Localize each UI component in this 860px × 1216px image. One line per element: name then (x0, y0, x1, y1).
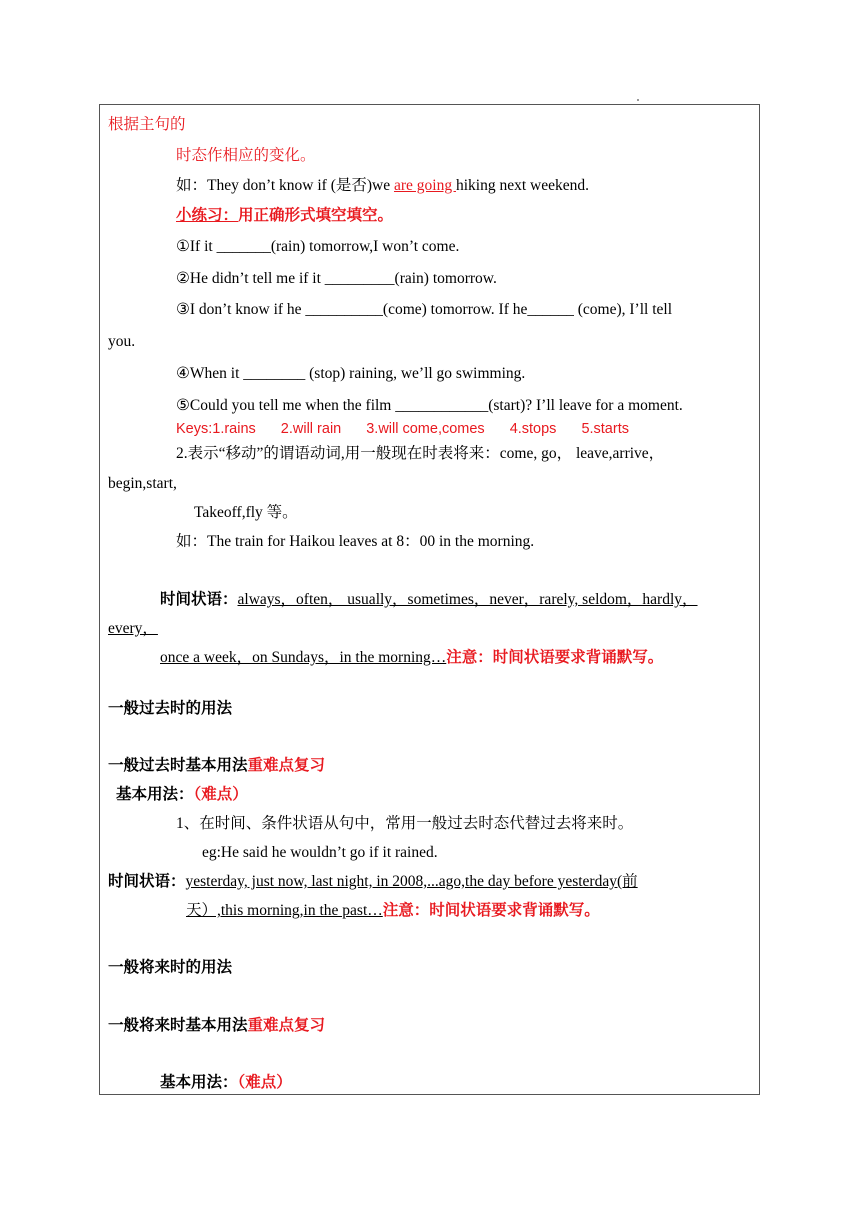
section-heading: 一般过去时的用法 (108, 700, 233, 717)
usage-point-1: 1、在时间、条件状语从句中，常用一般过去时态代替过去将来时。 (176, 815, 634, 832)
stray-mark (637, 99, 639, 101)
text-line: 时态作相应的变化。 (176, 147, 316, 164)
usage-point-2-cont: Takeoff,fly 等。 (194, 504, 298, 521)
memorize-note: 注意：时间状语要求背诵默写。 (382, 902, 600, 919)
time-adverbials-cont: once a week，on Sundays，in the morning…注意：时间状语要求背诵默写。 (160, 649, 664, 666)
time-adverbials-cont: 天）,this morning,in the past…注意：时间状语要求背诵默写。 (186, 902, 600, 919)
exercise-question-1: ①If it _______(rain) tomorrow,I won’t come. (176, 238, 460, 255)
usage-point-2-cont: begin,start, (108, 475, 177, 492)
text-line: 根据主句的 (108, 116, 186, 133)
exercise-question-5: ⑤Could you tell me when the film ____________(start)? I’ll leave for a moment. (176, 397, 683, 414)
exercise-heading: 小练习：用正确形式填空填空。 (176, 207, 394, 224)
basic-usage-label: 基本用法：（难点） (116, 786, 248, 803)
section-subheading: 一般将来时基本用法重难点复习 (108, 1017, 326, 1034)
section-subheading: 一般过去时基本用法重难点复习 (108, 757, 326, 774)
section-heading: 一般将来时的用法 (108, 959, 233, 976)
exercise-question-3: ③I don’t know if he __________(come) tomorrow. If he______ (come), I’ll tell (176, 301, 672, 318)
exercise-question-2: ②He didn’t tell me if it _________(rain) tomorrow. (176, 270, 497, 287)
highlighted-phrase: are going (393, 177, 456, 194)
memorize-note: 注意：时间状语要求背诵默写。 (446, 649, 664, 666)
answer-keys: Keys:1.rains 2.will rain 3.will come,comes 4.stops 5.starts (176, 421, 629, 437)
time-adverbials-line: 时间状语：always，often， usually，sometimes，never，rarely, seldom，hardly， (160, 591, 698, 608)
time-adverbials-line: 时间状语：yesterday, just now, last night, in 2008,...ago,the day before yesterday(前 (108, 873, 638, 890)
time-adverbials-cont: every， (108, 620, 158, 637)
basic-usage-label: 基本用法：（难点） (160, 1074, 292, 1091)
exercise-question-4: ④When it ________ (stop) raining, we’ll go swimming. (176, 365, 526, 382)
exercise-question-3-cont: you. (108, 333, 136, 350)
example-line: eg:He said he wouldn’t go if it rained. (202, 844, 438, 861)
example-line: 如：The train for Haikou leaves at 8：00 in the morning. (176, 533, 535, 550)
usage-point-2: 2.表示“移动”的谓语动词,用一般现在时表将来：come, go， leave,arrive， (176, 445, 665, 462)
example-line: 如：They don’t know if (是否)we are going hiking next weekend. (176, 177, 589, 194)
